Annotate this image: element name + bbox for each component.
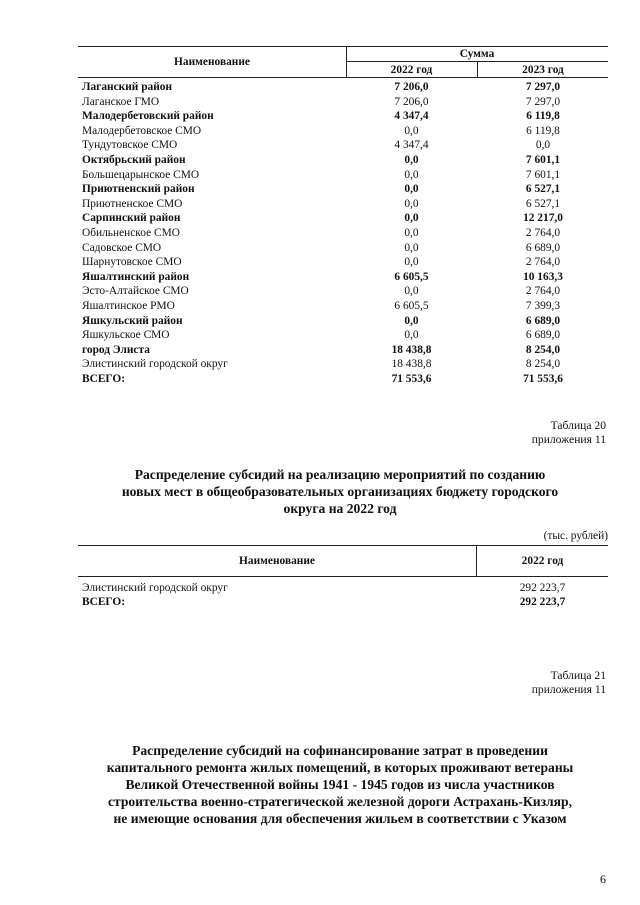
row-value-2022: 18 438,8 bbox=[391, 358, 432, 371]
column-header-2022: 2022 год bbox=[521, 555, 564, 567]
row-value-2023: 2 764,0 bbox=[525, 285, 561, 298]
row-value-2023: 6 689,0 bbox=[525, 241, 561, 254]
row-name: Яшкульский район bbox=[82, 314, 183, 327]
row-value-2022: 18 438,8 bbox=[391, 343, 432, 356]
row-value-2023: 8 254,0 bbox=[525, 358, 561, 371]
table-20-caption bbox=[532, 419, 606, 447]
row-value-2023: 8 254,0 bbox=[525, 343, 561, 356]
row-value-2022: 0,0 bbox=[404, 183, 419, 196]
row-value-2022: 0,0 bbox=[404, 329, 419, 342]
row-value-2023: 12 217,0 bbox=[523, 212, 563, 225]
table-row bbox=[78, 595, 608, 609]
table-body bbox=[78, 80, 608, 386]
row-value-2022: 7 206,0 bbox=[394, 81, 429, 93]
table-row bbox=[78, 226, 608, 241]
row-name: Большецарынское СМО bbox=[82, 168, 200, 181]
row-value-2022: 0,0 bbox=[404, 285, 419, 298]
table-row bbox=[78, 328, 608, 343]
row-name: Элистинский городской округ bbox=[82, 582, 228, 594]
row-value-2023: 0,0 bbox=[535, 139, 551, 152]
table-row bbox=[78, 182, 608, 197]
title-line: Распределение субсидий на реализацию мероприятий по созданию bbox=[134, 467, 546, 482]
row-value-2023: 71 553,6 bbox=[523, 372, 563, 385]
row-value-2023: 6 119,8 bbox=[526, 124, 560, 137]
title-line: строительства военно-стратегической железной дороги Астрахань-Кизляр, bbox=[108, 794, 572, 809]
row-name: Обильненское СМО bbox=[82, 226, 180, 239]
row-value-2022: 71 553,6 bbox=[391, 372, 432, 385]
row-value-2022: 7 206,0 bbox=[394, 95, 429, 108]
row-value-2023: 10 163,3 bbox=[523, 270, 563, 283]
title-line: новых мест в общеобразовательных организациях бюджету городского bbox=[121, 484, 559, 499]
table-row bbox=[78, 299, 608, 314]
row-name: Тундутовское СМО bbox=[82, 139, 178, 152]
row-value-2022: 292 223,7 bbox=[519, 582, 566, 594]
column-header-sum: Сумма bbox=[346, 47, 608, 62]
row-name: Яшалтинский район bbox=[82, 270, 190, 283]
row-value-2023: 7 601,1 bbox=[525, 153, 561, 166]
table-row bbox=[78, 80, 608, 95]
row-value-2022: 0,0 bbox=[404, 241, 419, 254]
table-row bbox=[78, 581, 608, 595]
table-row bbox=[78, 255, 608, 270]
table-row bbox=[78, 314, 608, 329]
row-value-2022: 0,0 bbox=[404, 226, 419, 239]
column-header-name: Наименование bbox=[78, 47, 347, 77]
row-name: Эсто-Алтайское СМО bbox=[82, 285, 189, 298]
column-header-name: Наименование bbox=[78, 546, 477, 576]
caption-table-number: Таблица 21 bbox=[550, 669, 606, 682]
title-line: капитального ремонта жилых помещений, в которых проживают ветераны bbox=[106, 760, 574, 775]
table-body bbox=[78, 581, 608, 609]
table-row bbox=[78, 95, 608, 110]
row-value-2023: 7 601,1 bbox=[525, 168, 561, 181]
table-21-caption bbox=[532, 669, 606, 697]
row-value-2022: 0,0 bbox=[404, 256, 419, 269]
row-name: Малодербетовское СМО bbox=[82, 124, 202, 137]
title-line: не имеющие основания для обеспечения жильем в соответствии с Указом bbox=[113, 811, 567, 826]
row-name: Яшкульское СМО bbox=[82, 329, 170, 342]
table-row bbox=[78, 372, 608, 387]
row-value-2022: 0,0 bbox=[404, 314, 419, 327]
row-name: Лаганское ГМО bbox=[82, 95, 160, 108]
table-row bbox=[78, 153, 608, 168]
unit-label: (тыс. рублей) bbox=[543, 530, 608, 542]
row-name: Лаганский район bbox=[82, 81, 173, 93]
row-value-2023: 2 764,0 bbox=[525, 256, 561, 269]
row-value-2023: 7 399,3 bbox=[525, 299, 561, 312]
caption-appendix: приложения 11 bbox=[531, 433, 606, 446]
row-value-2022: 0,0 bbox=[404, 124, 419, 137]
row-name: Приютненское СМО bbox=[82, 197, 183, 210]
row-name: Приютненский район bbox=[82, 183, 195, 196]
row-value-2022: 6 605,5 bbox=[394, 270, 429, 283]
column-header-2022: 2022 год bbox=[346, 62, 478, 77]
row-name: Яшалтинское РМО bbox=[82, 299, 175, 312]
row-name: Элистинский городской округ bbox=[82, 358, 228, 371]
table-20-title bbox=[80, 466, 600, 517]
table-row bbox=[78, 109, 608, 124]
row-value-2023: 7 297,0 bbox=[525, 81, 561, 93]
table-21-title bbox=[80, 742, 600, 827]
row-value-2023: 6 119,8 bbox=[526, 110, 560, 123]
row-value-2023: 6 689,0 bbox=[525, 314, 561, 327]
table-row bbox=[78, 343, 608, 358]
title-line: Великой Отечественной войны 1941 - 1945 годов из числа участников bbox=[125, 777, 555, 792]
row-value-2022: 0,0 bbox=[404, 153, 419, 166]
title-line: Распределение субсидий на софинансирование затрат в проведении bbox=[132, 743, 548, 758]
table-header bbox=[78, 545, 608, 577]
table-row bbox=[78, 241, 608, 256]
row-value-2022: 0,0 bbox=[404, 212, 419, 225]
table-row bbox=[78, 124, 608, 139]
row-value-2022: 292 223,7 bbox=[519, 596, 566, 608]
table-row bbox=[78, 168, 608, 183]
table-header bbox=[78, 46, 608, 78]
table-row bbox=[78, 357, 608, 372]
row-value-2022: 6 605,5 bbox=[394, 299, 429, 312]
row-value-2023: 7 297,0 bbox=[525, 95, 561, 108]
row-name: ВСЕГО: bbox=[82, 372, 126, 385]
caption-appendix: приложения 11 bbox=[531, 683, 606, 696]
title-line: округа на 2022 год bbox=[283, 501, 397, 516]
row-name: город Элиста bbox=[82, 343, 150, 356]
page-number: 6 bbox=[600, 872, 606, 886]
row-name: ВСЕГО: bbox=[82, 596, 126, 608]
row-name: Октябрьский район bbox=[82, 153, 186, 166]
row-name: Шарнутовское СМО bbox=[82, 256, 182, 269]
row-value-2023: 6 689,0 bbox=[525, 329, 561, 342]
table-row bbox=[78, 197, 608, 212]
table-row bbox=[78, 270, 608, 285]
table-row bbox=[78, 284, 608, 299]
row-value-2023: 6 527,1 bbox=[525, 183, 561, 196]
row-value-2022: 0,0 bbox=[404, 197, 419, 210]
row-value-2022: 4 347,4 bbox=[394, 110, 429, 123]
row-value-2023: 2 764,0 bbox=[525, 226, 561, 239]
table-row bbox=[78, 211, 608, 226]
column-header-2023: 2023 год bbox=[522, 64, 564, 76]
subsidy-table-20 bbox=[78, 545, 608, 609]
caption-table-number: Таблица 20 bbox=[550, 419, 606, 432]
row-name: Садовское СМО bbox=[82, 241, 162, 254]
row-value-2022: 4 347,4 bbox=[394, 139, 429, 152]
row-value-2022: 0,0 bbox=[404, 168, 419, 181]
row-name: Малодербетовский район bbox=[82, 110, 214, 123]
row-name: Сарпинский район bbox=[82, 212, 181, 225]
table-row bbox=[78, 138, 608, 153]
distribution-table bbox=[78, 46, 608, 386]
row-value-2023: 6 527,1 bbox=[525, 197, 561, 210]
